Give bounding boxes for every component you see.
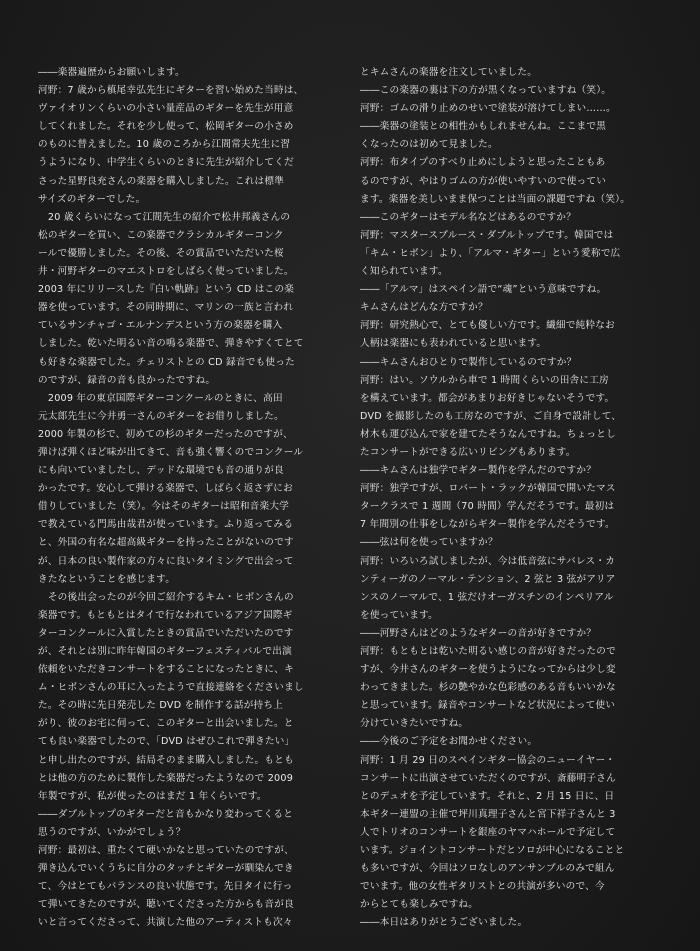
text-line: すが、今井さんのギターを使うようになってからは少し変 xyxy=(360,664,616,676)
text-line: 依頼をいただきコンサートをすることになったときに、キ xyxy=(38,664,294,676)
text-line: 本ギター連盟の主催で坪川真理子さんと宮下祥子さんと 3 xyxy=(360,808,616,820)
text-line: 河野：いろいろ試しましたが、今は低音弦にサバレス・カ xyxy=(360,555,616,567)
text-line: が、日本の良い製作家の方々に良いタイミングで出会って xyxy=(38,555,294,567)
text-line: 河野：もともとは乾いた明るい感じの音が好きだったので xyxy=(360,646,616,657)
text-line: と、外国の有名な超高級ギターを持ったことがないのです xyxy=(38,537,294,549)
text-line: 思うのですが、いかがでしょう？ xyxy=(38,826,186,838)
text-line: ールで優勝しました。その後、その賞品でいただいた桜 xyxy=(38,247,284,259)
text-line: いと言ってくださって、共演した他のアーティストも次々 xyxy=(38,917,293,929)
text-line: 人柄は楽器にも表われていると思います。 xyxy=(360,338,547,350)
text-line: ます。楽器を美しいまま保つことは当面の課題ですね（笑）。 xyxy=(360,193,631,205)
text-line: がり、彼のお宅に伺って、このギターと出会いました。と xyxy=(38,718,294,730)
text-line: ――河野さんはどのようなギターの音が好きですか？ xyxy=(360,627,597,639)
text-line: きたなということを感じます。 xyxy=(38,573,176,585)
text-line: たコンサートができる広いリビングもあります。 xyxy=(360,446,576,458)
text-line: タークラスで 1 週間（70 時間）学んだそうです。最初は xyxy=(360,501,615,513)
text-line: ンティーガのノーマル・テンション、2 弦と 3 弦がアリア xyxy=(360,573,616,585)
text-line: を使っています。 xyxy=(360,609,438,621)
text-line: しました。乾いた明るい音の鳴る楽器で、弾きやすくてとて xyxy=(38,338,304,350)
text-line: ――キムさんは独学でギター製作を学んだのですか？ xyxy=(360,465,597,477)
text-line: 2000 年製の杉で、初めての杉のギターだったのですが、 xyxy=(38,428,293,440)
text-line: ――ダブルトップのギターだと音もかなり変わってくると xyxy=(38,808,294,820)
text-line: とは他の方のために製作した楽器だったようなので 2009 xyxy=(38,772,294,784)
text-line: ヴァイオリンくらいの小さい量産品のギターを先生が用意 xyxy=(38,103,294,115)
text-line: います。ジョイントコンサートだとソロが中心になることと xyxy=(360,845,625,857)
text-line: でいます。他の女性ギタリストとの共演が多いので、今 xyxy=(360,881,605,893)
text-line: さった星野良充さんの楽器を購入しました。これは標準 xyxy=(38,175,285,187)
text-line: 河野：7 歳から槙尾幸弘先生にギターを習い始めた当時は、 xyxy=(38,85,304,97)
text-line: も多いですが、今回はソロなしのアンサンブルのみで組ん xyxy=(360,863,615,875)
text-line: 河野：布タイプのすべり止めにしようと思ったこともあ xyxy=(360,157,606,169)
text-line: かったです。安心して弾ける楽器で、しばらく返さずにお xyxy=(38,483,293,495)
text-line: 20 歳くらいになって江間先生の紹介で松井邦義さんの xyxy=(38,211,291,223)
text-line: 弾き込んでいくうちに自分のタッチとギターが馴染んでき xyxy=(38,863,294,875)
text-line: ――キムさんおひとりで製作しているのですか？ xyxy=(360,356,577,368)
text-line: ――このギターはモデル名などはあるのですか？ xyxy=(360,211,576,223)
text-line: ――この楽器の裏は下の方が黒くなっていますね（笑）。 xyxy=(360,85,612,97)
text-line: にも向いていましたし、デッドな環境でも音の通りが良 xyxy=(38,465,284,477)
text-line: ――弦は何を使っていますか？ xyxy=(360,537,498,549)
text-line: ム・ヒボンさんの耳に入ったようで直接連絡をくださいまし xyxy=(38,682,304,694)
text-line: 人でトリオのコンサートを銀座のヤマハホールで予定して xyxy=(360,826,616,838)
text-line: とキムさんの楽器を注文していました。 xyxy=(360,67,538,78)
text-line: ても良い楽器でしたので、「DVD はぜひこれで弾きたい」 xyxy=(38,736,295,748)
text-line: からとても楽しみですね。 xyxy=(360,899,479,911)
text-line: その後出会ったのが今回ご紹介するキム・ヒボンさんの xyxy=(38,591,294,603)
text-line: ているサンチャゴ・エルナンデスという方の楽器を購入 xyxy=(38,320,283,332)
text-line: DVD を撮影したのも工房なのですが、ご自身で設計して、 xyxy=(360,410,622,422)
text-line: ――「アルマ」はスペイン語で“魂”という意味ですね。 xyxy=(360,284,607,296)
text-line: て、今はとてもバランスの良い状態です。先日タイに行っ xyxy=(38,881,293,893)
text-line: 河野：はい。ソウルから車で 1 時間くらいの田舎に工房 xyxy=(360,374,609,386)
text-line: ――楽器遍歴からお願いします。 xyxy=(38,67,185,78)
text-line: のものに替えました。10 歳のころから江間常夫先生に習 xyxy=(38,139,291,151)
text-line: うようになり、中学生くらいのときに先生が紹介してくだ xyxy=(38,157,294,169)
text-line: とのデュオを予定しています。それと、2 月 15 日に、日 xyxy=(360,790,615,802)
text-line: も好きな楽器でした。チェリストとの CD 録音でも使った xyxy=(38,356,295,368)
text-line: て弾いてきたのですが、聴いてくださった方からも音が良 xyxy=(38,899,294,911)
text-line: 河野：独学ですが、ロバート・ラックが韓国で開いたマス xyxy=(360,483,616,495)
text-line: ――楽器の塗装との相性かもしれませんね。ここまで黒 xyxy=(360,121,607,133)
text-line: と申し出たのですが、結局そのまま購入しました。もとも xyxy=(38,754,294,766)
text-line: 楽器です。もともとはタイで行なわれているアジア国際ギ xyxy=(38,609,293,621)
text-line: るのですが、やはりゴムの方が使いやすいので使ってい xyxy=(360,175,607,187)
text-line: 「キム・ヒボン」より、「アルマ・ギター」という愛称で広 xyxy=(360,247,621,259)
text-line: で教えている門馬由哉君が使っています。ふり返ってみる xyxy=(38,519,294,531)
text-line: 河野：1 月 29 日のスペインギター協会のニューイヤー・ xyxy=(360,754,616,766)
text-line: 元太郎先生に今井勇一さんのギターをお借りしました。 xyxy=(38,410,284,422)
text-line: 2009 年の東京国際ギターコンクールのときに、高田 xyxy=(38,392,283,404)
text-line: コンサートに出演させていただくのですが、斎藤明子さん xyxy=(360,772,616,784)
text-line: が、それとは別に昨年韓国のギターフェスティバルで出演 xyxy=(38,646,292,657)
left-text-column xyxy=(38,64,338,933)
text-line: 松のギターを買い、この楽器でクラシカルギターコンク xyxy=(38,229,284,241)
text-line: ――本日はありがとうございました。 xyxy=(360,917,528,929)
text-line: 器を使っています。その同時期に、マリンの一族と言われ xyxy=(38,302,294,314)
text-line: く知られています。 xyxy=(360,266,448,278)
text-line: くなったのは初めて見ました。 xyxy=(360,139,498,151)
text-line: 河野：研究熱心で、とても優しい方です。繊細で純粋なお xyxy=(360,320,615,332)
text-line: を構えています。都会があまりお好きじゃないそうです。 xyxy=(360,392,615,404)
text-line: 分けていきたいですね。 xyxy=(360,718,469,730)
text-line: 7 年間別の仕事をしながらギター製作を学んだそうです。 xyxy=(360,519,615,531)
text-line: 弾けば弾くほど味が出てきて、音も強く響くのでコンクール xyxy=(38,446,304,458)
text-line: 河野：ゴムの滑り止めのせいで塗装が溶けてしまい……。 xyxy=(360,103,616,115)
text-line: 借りしていました（笑）。今はそのギターは昭和音楽大学 xyxy=(38,501,290,513)
text-line: ターコンクールに入賞したときの賞品でいただいたのです xyxy=(38,627,294,639)
text-line: 井・河野ギターのマエストロをしばらく使っていました。 xyxy=(38,266,294,278)
text-line: ンスのノーマルで、1 弦だけオーガスチンのインペリアル xyxy=(360,591,614,603)
text-line: のですが、録音の音も良かったですね。 xyxy=(38,374,216,386)
text-line: と思っています。録音やコンサートなど状況によって使い xyxy=(360,700,616,712)
text-line: してくれました。それを少し使って、松岡ギターの小さめ xyxy=(38,121,294,133)
text-line: ――今後のご予定をお聞かせください。 xyxy=(360,736,538,748)
text-line: 材木も運び込んで家を建てたそうなんですね。ちょっとし xyxy=(360,428,616,440)
right-text-column xyxy=(360,64,662,933)
text-line: キムさんはどんな方ですか？ xyxy=(360,302,488,314)
text-line: た。その時に先日発売した DVD を制作する話が持ち上 xyxy=(38,700,284,712)
text-line: 河野：最初は、重たくて硬いかなと思っていたのですが、 xyxy=(38,845,294,857)
text-line: 河野：マスタースブルース・ダブルトップです。韓国では xyxy=(360,229,614,241)
text-line: 年製ですが、私が使ったのはまだ 1 年くらいです。 xyxy=(38,790,267,802)
text-line: サイズのギターでした。 xyxy=(38,193,146,205)
text-line: わってきました。杉の艶やかな色彩感のある音もいいかな xyxy=(360,682,616,694)
text-line: 2003 年にリリースした『白い軌跡』という CD はこの楽 xyxy=(38,284,295,296)
